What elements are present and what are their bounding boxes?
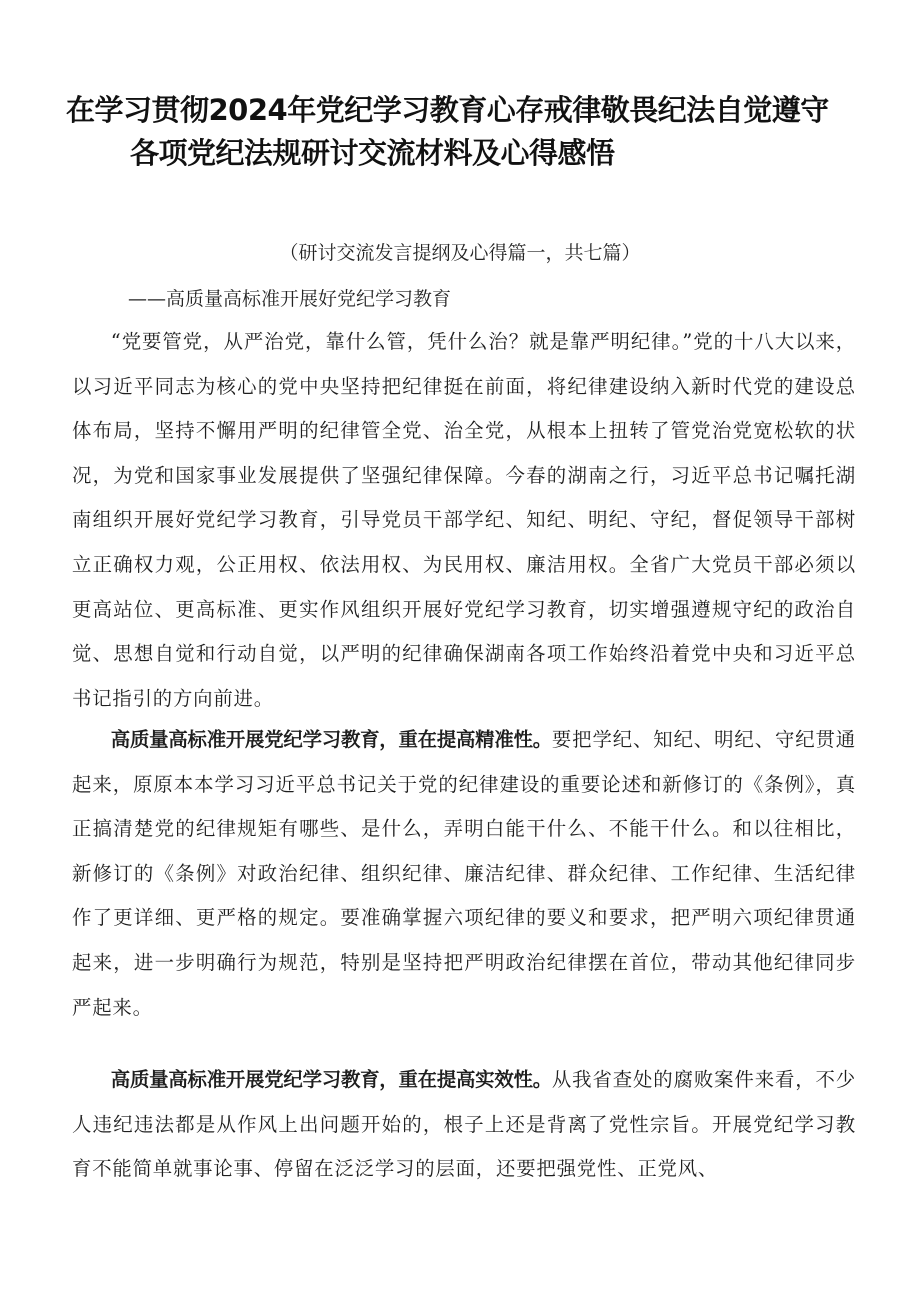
document-theme: ——高质量高标准开展好党纪学习教育 [128,288,452,310]
paragraph-2-text: 要把学纪、知纪、明纪、守纪贯通起来，原原本本学习习近平总书记关于党的纪律建设的重要论述和新修订的《条例》，真正搞清楚党的纪律规矩有哪些、是什么，弄明白能干什么、不能干什么。和以往相比，新修订的《条例》对政治纪律、组织纪律、廉洁纪律、群众纪律、工作纪律、生活纪律作了更详细、更严格的规定。要准确掌握六项纪律的要义和要求，把严明六项纪律贯通起来，进一步明确行为规范，特别是坚持把严明政治纪律摆在首位，带动其他纪律同步严起来。 [72,728,856,1019]
body-paragraph-2 [72,718,856,1030]
document-subtitle: （研讨交流发言提纲及心得篇一，共七篇） [279,242,641,264]
paragraph-1-text: “党要管党，从严治党，靠什么管，凭什么治？就是靠严明纪律。”党的十八大以来，以习近平同志为核心的党中央坚持把纪律挺在前面，将纪律建设纳入新时代党的建设总体布局，坚持不懈用严明的纪律管全党、治全党，从根本上扭转了管党治党宽松软的状况，为党和国家事业发展提供了坚强纪律保障。今春的湖南之行，习近平总书记嘱托湖南组织开展好党纪学习教育，引导党员干部学纪、知纪、明纪、守纪，督促领导干部树立正确权力观，公正用权、依法用权、为民用权、廉洁用权。全省广大党员干部必须以更高站位、更高标准、更实作风组织开展好党纪学习教育，切实增强遵规守纪的政治自觉、思想自觉和行动自觉，以严明的纪律确保湖南各项工作始终沿着党中央和习近平总书记指引的方向前进。 [72,330,856,710]
body-paragraph-3 [72,1058,856,1192]
paragraph-2-lead: 高质量高标准开展党纪学习教育，重在提高精准性。 [110,728,552,751]
paragraph-3-text: 从我省查处的腐败案件来看，不少人违纪违法都是从作风上出问题开始的，根子上还是背离了党性宗旨。开展党纪学习教育不能简单就事论事、停留在泛泛学习的层面，还要把强党性、正党风、 [72,1068,856,1181]
document-title-line-2: 各项党纪法规研讨交流材料及心得感悟 [130,136,615,170]
body-paragraph-1 [72,320,856,721]
document-title-line-1: 在学习贯彻2024年党纪学习教育心存戒律敬畏纪法自觉遵守 [66,93,829,127]
paragraph-3-lead: 高质量高标准开展党纪学习教育，重在提高实效性。 [110,1068,552,1091]
